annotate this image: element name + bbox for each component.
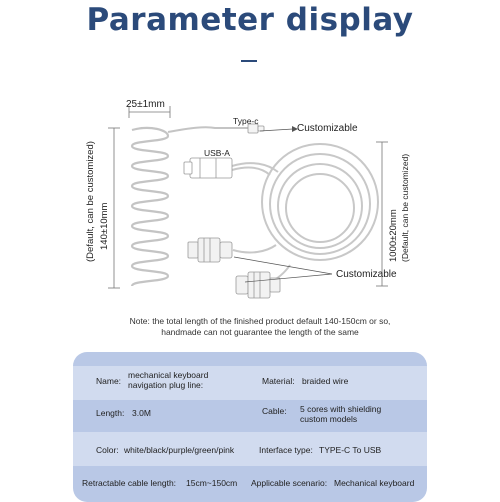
- aviator-plug-top: [188, 238, 232, 262]
- material-value: braided wire: [302, 376, 349, 386]
- material-key: Material:: [262, 376, 295, 386]
- length-key: Length:: [96, 408, 125, 418]
- aviator-plug-bottom: [236, 272, 280, 298]
- color-value: white/black/purple/green/pink: [124, 445, 235, 455]
- spec-band: [0, 366, 500, 400]
- right-default-label: (Default, can be customized): [400, 153, 410, 262]
- customizable-top-label: Customizable: [297, 123, 358, 134]
- left-default-label: (Default, can be customized): [85, 141, 96, 262]
- width-label: 25±1mm: [126, 99, 165, 110]
- name-value-line-2: navigation plug line:: [128, 380, 204, 390]
- retract-value: 15cm~150cm: [186, 478, 238, 488]
- name-value-line-1: mechanical keyboard: [128, 370, 209, 380]
- scenario-key: Applicable scenario:: [251, 478, 328, 488]
- usba-connector: [184, 158, 232, 178]
- interface-value: TYPE-C To USB: [319, 445, 382, 455]
- name-value: [128, 370, 208, 390]
- retract-key: Retractable cable length:: [82, 478, 177, 488]
- length-note: [100, 316, 420, 338]
- cable-value: [300, 404, 381, 424]
- color-key: Color:: [96, 445, 119, 455]
- length-value: 3.0M: [132, 408, 151, 418]
- right-dimension: [376, 142, 388, 286]
- cable-value-line-1: 5 cores with shielding: [300, 404, 382, 414]
- coiled-cable: [132, 128, 168, 286]
- typec-cable: [168, 127, 250, 132]
- cable-key: Cable:: [262, 406, 287, 416]
- typec-label: Type-c: [233, 116, 259, 126]
- customizable-bottom-label: Customizable: [336, 269, 397, 280]
- name-key: Name:: [96, 376, 122, 386]
- right-dimension-label: 1000±20mm: [388, 209, 399, 262]
- page-title: Parameter display: [86, 2, 414, 38]
- usba-label: USB-A: [204, 148, 230, 158]
- spec-band: [0, 432, 500, 466]
- cable-value-line-2: custom models: [300, 414, 358, 424]
- note-line-1: Note: the total length of the finished product default 140-150cm or so,: [129, 316, 391, 326]
- interface-key: Interface type:: [259, 445, 313, 455]
- note-line-2: handmade can not guarantee the length of the same: [161, 327, 359, 337]
- scenario-value: Mechanical keyboard: [334, 478, 415, 488]
- left-dimension-label: 140±10mm: [99, 202, 110, 250]
